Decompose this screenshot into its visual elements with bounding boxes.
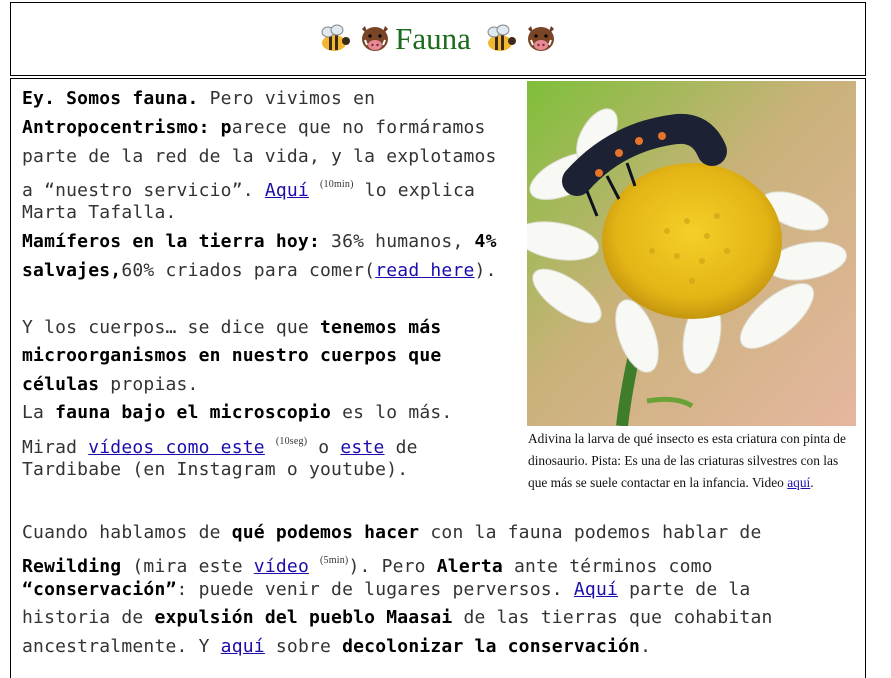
bee-icon bbox=[317, 23, 353, 55]
text-line bbox=[22, 175, 475, 201]
caption-text: Adivina la larva de qué insecto es esta criatura con pinta de dinosaurio. Pista: Es una de las criaturas silvestres con las que más se suele contactar en la infancia. Video bbox=[528, 431, 846, 490]
bold-text: células bbox=[22, 374, 100, 395]
text: 60% criados para comer( bbox=[121, 260, 376, 281]
bold-text: decolonizar la conservación bbox=[342, 636, 641, 657]
text-line: Tardibabe (en Instagram o youtube). bbox=[22, 459, 409, 480]
text-line: Marta Tafalla. bbox=[22, 202, 177, 223]
text-line bbox=[22, 432, 418, 458]
text-line bbox=[22, 346, 441, 366]
duration-note: (10seg) bbox=[275, 436, 308, 447]
photo-caption bbox=[528, 428, 848, 494]
text: La bbox=[22, 402, 56, 423]
text-line bbox=[22, 375, 199, 395]
text-line bbox=[22, 637, 651, 657]
bold-text: “conservación” bbox=[22, 579, 177, 600]
text: . bbox=[640, 636, 652, 657]
text: es lo más. bbox=[331, 402, 453, 423]
read-here-link[interactable]: read here bbox=[375, 260, 475, 281]
text-line bbox=[22, 318, 441, 338]
bold-text: salvajes, bbox=[22, 260, 122, 281]
decolonize-link[interactable]: aquí bbox=[220, 636, 265, 657]
text: ). Pero bbox=[348, 556, 437, 577]
text: Y los cuerpos… se dice que bbox=[22, 317, 320, 338]
bold-text: Mamíferos en la tierra hoy: bbox=[22, 231, 320, 252]
bold-text: Rewilding bbox=[22, 556, 122, 577]
text: de bbox=[384, 437, 418, 458]
duration-note: (5min) bbox=[320, 555, 349, 566]
text: a “nuestro servicio”. bbox=[22, 180, 265, 201]
bold-text: fauna bajo el microscopio bbox=[55, 402, 332, 423]
bold-text: Antropocentrismo: p bbox=[22, 117, 232, 138]
boar-icon bbox=[357, 23, 393, 55]
bold-text: expulsión del pueblo Maasai bbox=[154, 607, 453, 628]
bold-text: qué podemos hacer bbox=[231, 522, 420, 543]
text: ante términos como bbox=[502, 556, 713, 577]
duration-note: (10min) bbox=[320, 179, 354, 190]
bold-text: Alerta bbox=[436, 556, 503, 577]
rewilding-video-link[interactable]: vídeo bbox=[253, 556, 309, 577]
bold-text: tenemos más bbox=[320, 317, 442, 338]
caption-video-link[interactable]: aquí bbox=[787, 475, 811, 490]
text-line bbox=[22, 551, 713, 577]
text-line bbox=[22, 580, 750, 600]
bold-text: 4% bbox=[474, 231, 497, 252]
header-box bbox=[10, 2, 866, 76]
text-line bbox=[22, 232, 497, 252]
text: con la fauna podemos hablar de bbox=[419, 522, 762, 543]
aqui-link-tafalla[interactable]: Aquí bbox=[264, 180, 309, 201]
text: ). bbox=[474, 260, 497, 281]
text-line: parte de la red de la vida, y la explotamos bbox=[22, 146, 497, 167]
text: o bbox=[307, 437, 341, 458]
bee-icon bbox=[483, 23, 519, 55]
text-line bbox=[22, 403, 452, 423]
text-line bbox=[22, 523, 762, 543]
text-line bbox=[22, 89, 375, 109]
text-line bbox=[22, 118, 486, 138]
text: historia de bbox=[22, 607, 155, 628]
page-title-row bbox=[315, 21, 561, 57]
text-line bbox=[22, 261, 497, 281]
text: de las tierras que cohabitan bbox=[452, 607, 773, 628]
text: Pero vivimos en bbox=[198, 88, 376, 109]
text: propias. bbox=[99, 374, 199, 395]
maasai-link[interactable]: Aquí bbox=[573, 579, 619, 600]
text: (mira este bbox=[121, 556, 254, 577]
text: lo explica bbox=[353, 180, 476, 201]
este-link[interactable]: este bbox=[340, 437, 385, 458]
larva-on-daisy-photo bbox=[527, 81, 856, 426]
text: sobre bbox=[264, 636, 343, 657]
bold-text: microorganismos en nuestro cuerpos que bbox=[22, 345, 442, 366]
text: 36% humanos, bbox=[320, 231, 475, 252]
boar-icon bbox=[523, 23, 559, 55]
text: : puede venir de lugares perversos. bbox=[176, 579, 574, 600]
text: ancestralmente. Y bbox=[22, 636, 221, 657]
page-title: Fauna bbox=[395, 21, 471, 56]
videos-link[interactable]: vídeos como este bbox=[88, 437, 265, 458]
text: arece que no formáramos bbox=[231, 117, 486, 138]
text: Mirad bbox=[22, 437, 89, 458]
text-line bbox=[22, 608, 773, 628]
bold-text: Ey. Somos fauna. bbox=[22, 88, 199, 109]
text: Cuando hablamos de bbox=[22, 522, 232, 543]
text: . bbox=[810, 475, 814, 490]
text: parte de la bbox=[618, 579, 751, 600]
